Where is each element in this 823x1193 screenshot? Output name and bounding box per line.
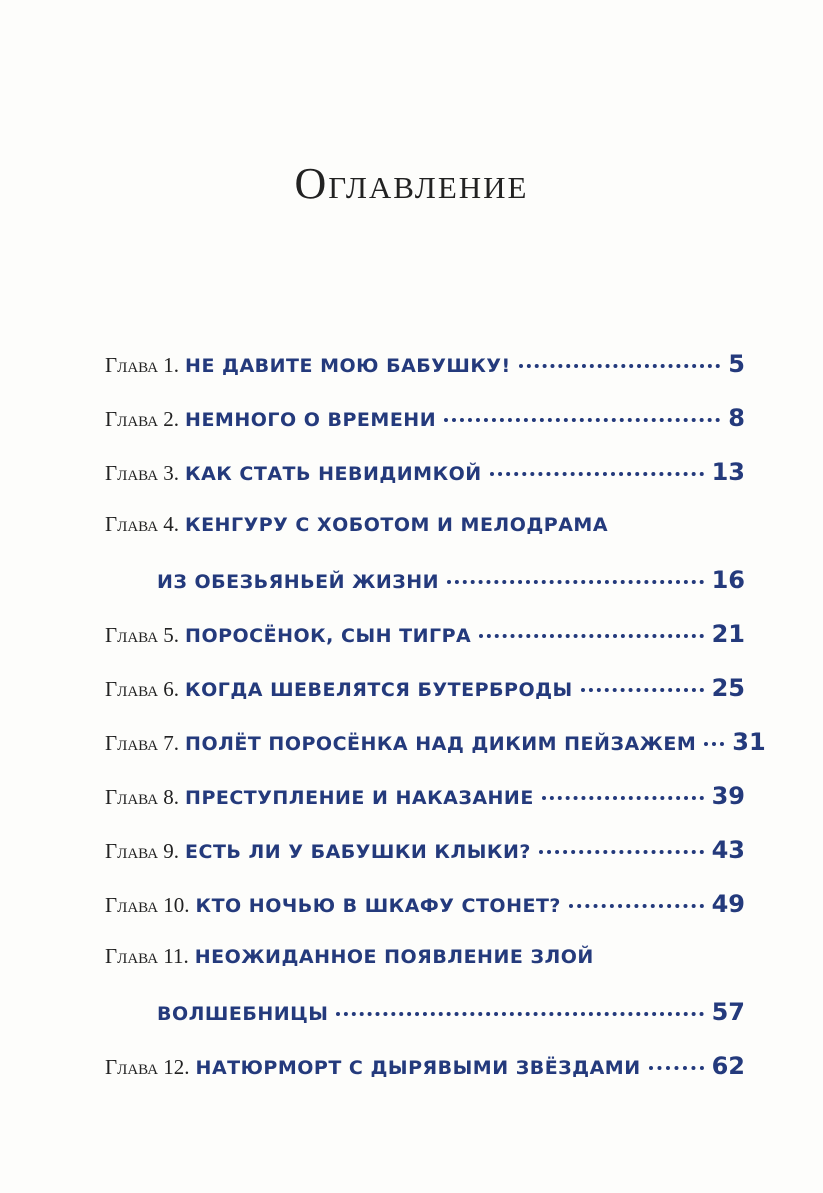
toc-entry-continuation[interactable] [105, 566, 745, 620]
page-number: 5 [728, 350, 745, 378]
toc-entry[interactable] [105, 890, 745, 944]
chapter-label: Глава 8. [105, 785, 180, 809]
chapter-label: Глава 7. [105, 731, 180, 755]
chapter-title: ЕСТЬ ЛИ У БАБУШКИ КЛЫКИ? [185, 841, 531, 863]
chapter-title: НЕ ДАВИТЕ МОЮ БАБУШКУ! [185, 355, 511, 377]
leader-dots [649, 1066, 704, 1070]
leader-dots [519, 364, 721, 368]
leader-dots [581, 688, 704, 692]
page-title: Оглавление [294, 159, 529, 208]
chapter-label: Глава 3. [105, 461, 180, 485]
page-number: 57 [711, 998, 745, 1026]
chapter-title: КЕНГУРУ С ХОБОТОМ И МЕЛОДРАМА [185, 514, 609, 536]
page-number: 25 [711, 674, 745, 702]
page-number: 16 [711, 566, 745, 594]
chapter-title: КАК СТАТЬ НЕВИДИМКОЙ [185, 463, 482, 485]
toc-entry[interactable] [105, 782, 745, 836]
chapter-title: НАТЮРМОРТ С ДЫРЯВЫМИ ЗВЁЗДАМИ [195, 1057, 641, 1079]
toc-entry[interactable] [105, 350, 745, 404]
chapter-label: Глава 9. [105, 839, 180, 863]
chapter-title-continuation: ИЗ ОБЕЗЬЯНЬЕЙ ЖИЗНИ [157, 571, 440, 593]
toc-entry[interactable] [105, 1052, 745, 1106]
page-number: 13 [711, 458, 745, 486]
chapter-label: Глава 12. [105, 1055, 190, 1079]
page-number: 62 [711, 1052, 745, 1080]
chapter-title: ПРЕСТУПЛЕНИЕ И НАКАЗАНИЕ [185, 787, 534, 809]
leader-dots [539, 850, 704, 854]
leader-dots [490, 472, 704, 476]
chapter-title: ПОЛЁТ ПОРОСЁНКА НАД ДИКИМ ПЕЙЗАЖЕМ [185, 733, 697, 755]
leader-dots [704, 742, 724, 746]
chapter-label: Глава 6. [105, 677, 180, 701]
page-number: 43 [711, 836, 745, 864]
chapter-label: Глава 11. [105, 944, 189, 968]
table-of-contents [105, 350, 766, 1106]
page-number: 39 [711, 782, 745, 810]
leader-dots [542, 796, 704, 800]
toc-entry[interactable] [105, 458, 745, 512]
toc-entry-continuation[interactable] [105, 998, 745, 1052]
toc-entry[interactable] [105, 728, 766, 782]
toc-entry[interactable] [105, 404, 745, 458]
chapter-label: Глава 5. [105, 623, 180, 647]
chapter-label: Глава 1. [105, 353, 180, 377]
page-number: 49 [711, 890, 745, 918]
toc-entry[interactable] [105, 620, 745, 674]
leader-dots [336, 1012, 703, 1016]
chapter-title-continuation: ВОЛШЕБНИЦЫ [157, 1003, 329, 1025]
leader-dots [444, 418, 720, 422]
leader-dots [479, 634, 703, 638]
leader-dots [447, 580, 704, 584]
chapter-title: ПОРОСЁНОК, СЫН ТИГРА [185, 625, 472, 647]
toc-entry[interactable] [105, 674, 745, 728]
leader-dots [569, 904, 704, 908]
chapter-label: Глава 2. [105, 407, 180, 431]
chapter-label: Глава 4. [105, 512, 180, 536]
chapter-title: НЕОЖИДАННОЕ ПОЯВЛЕНИЕ ЗЛОЙ [194, 946, 594, 968]
page-number: 31 [732, 728, 766, 756]
toc-entry[interactable] [105, 836, 745, 890]
chapter-label: Глава 10. [105, 893, 190, 917]
page-number: 8 [728, 404, 745, 432]
chapter-title: НЕМНОГО О ВРЕМЕНИ [185, 409, 437, 431]
page-number: 21 [711, 620, 745, 648]
chapter-title: КОГДА ШЕВЕЛЯТСЯ БУТЕРБРОДЫ [185, 679, 573, 701]
toc-entry[interactable] [105, 944, 745, 998]
toc-entry[interactable] [105, 512, 745, 566]
chapter-title: КТО НОЧЬЮ В ШКАФУ СТОНЕТ? [195, 895, 561, 917]
